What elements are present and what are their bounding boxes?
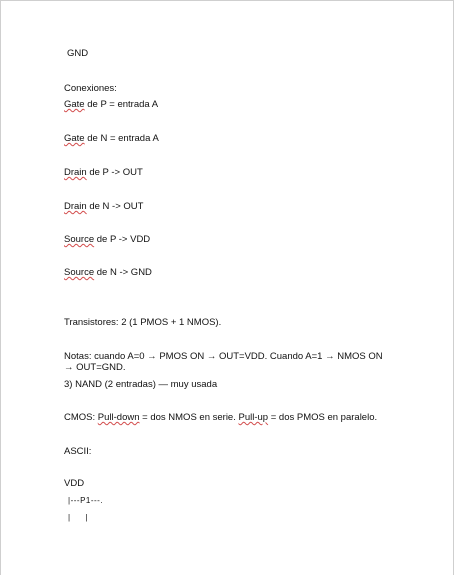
ascii-art-line-2: | | bbox=[68, 513, 88, 522]
ascii-label: ASCII: bbox=[64, 446, 92, 457]
cmos-middle: = dos NMOS en serie. bbox=[139, 412, 239, 423]
drain-n-line bbox=[64, 201, 143, 212]
transistores-line: Transistores: 2 (1 PMOS + 1 NMOS). bbox=[64, 317, 222, 328]
nand-heading: 3) NAND (2 entradas) — muy usada bbox=[64, 379, 218, 390]
drain-p-rest: de P -> OUT bbox=[86, 167, 143, 178]
source-p-rest: de P -> VDD bbox=[94, 234, 151, 245]
source-p-word[interactable]: Source bbox=[64, 234, 95, 245]
pull-up-word[interactable]: Pull-up bbox=[238, 412, 269, 423]
source-p-line bbox=[64, 234, 150, 245]
gate-p-word[interactable]: Gate bbox=[64, 99, 85, 110]
gnd-text: GND bbox=[67, 48, 89, 59]
drain-n-rest: de N -> OUT bbox=[86, 201, 144, 212]
source-n-word[interactable]: Source bbox=[64, 267, 95, 278]
cmos-suffix: = dos PMOS en paralelo. bbox=[268, 412, 378, 423]
drain-p-line bbox=[64, 167, 143, 178]
gate-n-rest: de N = entrada A bbox=[84, 133, 159, 144]
pull-down-word[interactable]: Pull-down bbox=[97, 412, 140, 423]
vdd-label: VDD bbox=[64, 478, 85, 489]
drain-p-word[interactable]: Drain bbox=[64, 167, 87, 178]
ascii-art-line-1: |---P1---. bbox=[68, 496, 104, 505]
gate-p-rest: de P = entrada A bbox=[84, 99, 159, 110]
notas-paragraph: Notas: cuando A=0 → PMOS ON → OUT=VDD. Cuando A=1 → NMOS ON → OUT=GND. bbox=[64, 351, 383, 373]
source-n-rest: de N -> GND bbox=[94, 267, 152, 278]
conexiones-heading: Conexiones: bbox=[64, 83, 117, 94]
gate-n-word[interactable]: Gate bbox=[64, 133, 85, 144]
gate-n-line bbox=[64, 133, 159, 144]
gate-p-line bbox=[64, 99, 158, 110]
source-n-line bbox=[64, 267, 152, 278]
drain-n-word[interactable]: Drain bbox=[64, 201, 87, 212]
cmos-prefix: CMOS: bbox=[64, 412, 98, 423]
cmos-line bbox=[64, 412, 377, 423]
